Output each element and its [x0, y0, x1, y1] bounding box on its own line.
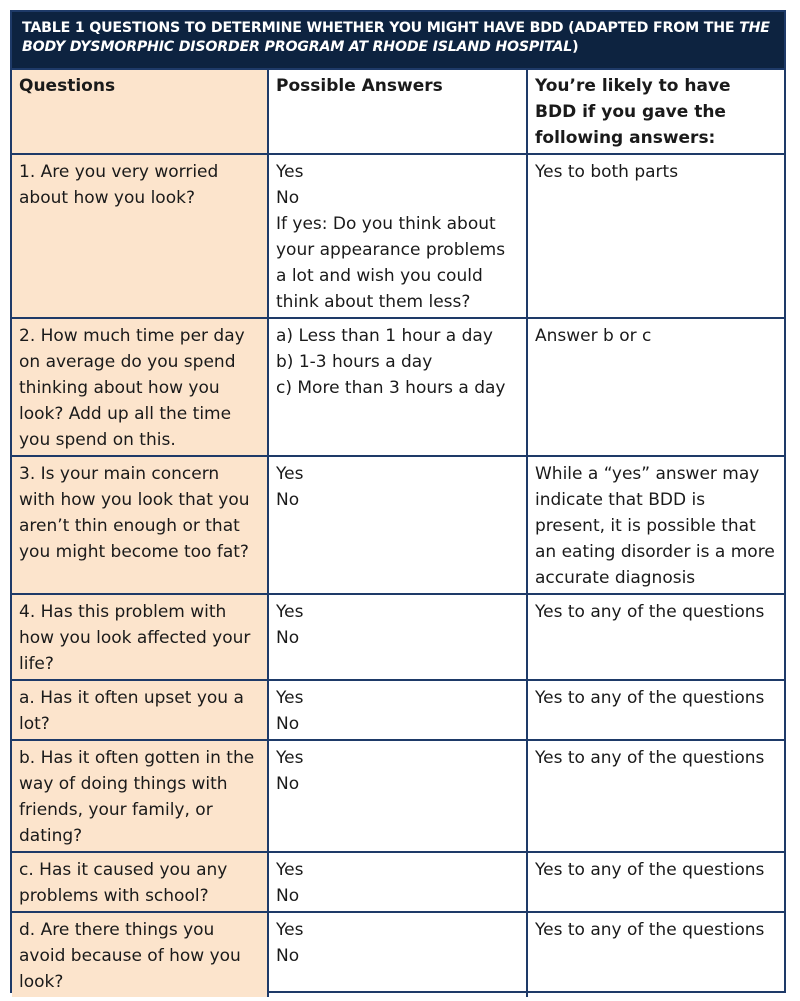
likely-cell: Yes to any of the questions	[527, 852, 784, 912]
answers-cell	[268, 318, 527, 456]
likely-cell: Yes to any of the questions	[527, 680, 784, 740]
question-cell: d. Are there things you avoid because of how you look?	[12, 912, 268, 997]
table-row	[12, 154, 784, 318]
table-row	[12, 740, 784, 852]
header-likely-bdd: You’re likely to have BDD if you gave the following answers:	[527, 69, 784, 154]
table-row	[12, 318, 784, 456]
answer-option: Yes	[276, 602, 304, 622]
answer-option: Yes	[276, 464, 304, 484]
answers-cell	[268, 154, 527, 318]
answer-option: No	[276, 886, 300, 906]
answer-option: No	[276, 774, 300, 794]
answers-cell	[268, 456, 527, 594]
answer-option: c) More than 3 hours a day	[276, 378, 506, 398]
table-title	[12, 12, 784, 68]
answers-cell	[268, 912, 527, 997]
answer-option: No	[276, 946, 300, 966]
question-cell: 2. How much time per day on average do you spend thinking about how you look? Add up all the time you spend on this.	[12, 318, 268, 456]
answers-cell	[268, 852, 527, 912]
table-row	[12, 594, 784, 680]
bdd-questions-table	[12, 68, 784, 997]
answer-option: Yes	[276, 162, 304, 182]
likely-cell: Yes to any of the questions	[527, 594, 784, 680]
answer-option: a) Less than 1 hour a day	[276, 326, 493, 346]
answers-cell	[268, 740, 527, 852]
answer-option: No	[276, 714, 300, 734]
likely-cell: Yes to both parts	[527, 154, 784, 318]
question-cell: 1. Are you very worried about how you look?	[12, 154, 268, 318]
question-cell: b. Has it often gotten in the way of doing things with friends, your family, or dating?	[12, 740, 268, 852]
table-row	[12, 456, 784, 594]
header-possible-answers: Possible Answers	[268, 69, 527, 154]
table-title-italic: THE BODY DYSMORPHIC DISORDER PROGRAM AT RHODE ISLAND HOSPITAL	[22, 20, 770, 55]
likely-cell: Answer b or c	[527, 318, 784, 456]
answers-cell	[268, 680, 527, 740]
answer-option: Yes	[276, 860, 304, 880]
answer-option: Yes	[276, 688, 304, 708]
answer-option: No	[276, 490, 300, 510]
table-row	[12, 912, 784, 997]
question-cell: 3. Is your main concern with how you look that you aren’t thin enough or that you might become too fat?	[12, 456, 268, 594]
bdd-table-frame	[10, 10, 786, 993]
answers-cell	[268, 594, 527, 680]
answer-option: Yes	[276, 920, 304, 940]
table-row	[12, 852, 784, 912]
table-title-suffix: )	[572, 39, 579, 55]
question-cell: c. Has it caused you any problems with school?	[12, 852, 268, 912]
answer-option: No	[276, 188, 300, 208]
header-row	[12, 69, 784, 154]
answer-option: If yes: Do you think about your appearance problems a lot and wish you could think about them less?	[276, 214, 506, 312]
table-row	[12, 680, 784, 740]
answer-option: Yes	[276, 748, 304, 768]
question-cell: a. Has it often upset you a lot?	[12, 680, 268, 740]
likely-cell: While a “yes” answer may indicate that BDD is present, it is possible that an eating disorder is a more accurate diagnosis	[527, 456, 784, 594]
likely-cell: Yes to any of the questions	[527, 912, 784, 997]
table-title-prefix: TABLE 1 QUESTIONS TO DETERMINE WHETHER YOU MIGHT HAVE BDD (ADAPTED FROM THE	[22, 20, 740, 36]
answer-option: No	[276, 628, 300, 648]
header-questions: Questions	[12, 69, 268, 154]
answer-option: b) 1-3 hours a day	[276, 352, 433, 372]
question-cell: 4. Has this problem with how you look affected your life?	[12, 594, 268, 680]
likely-cell: Yes to any of the questions	[527, 740, 784, 852]
